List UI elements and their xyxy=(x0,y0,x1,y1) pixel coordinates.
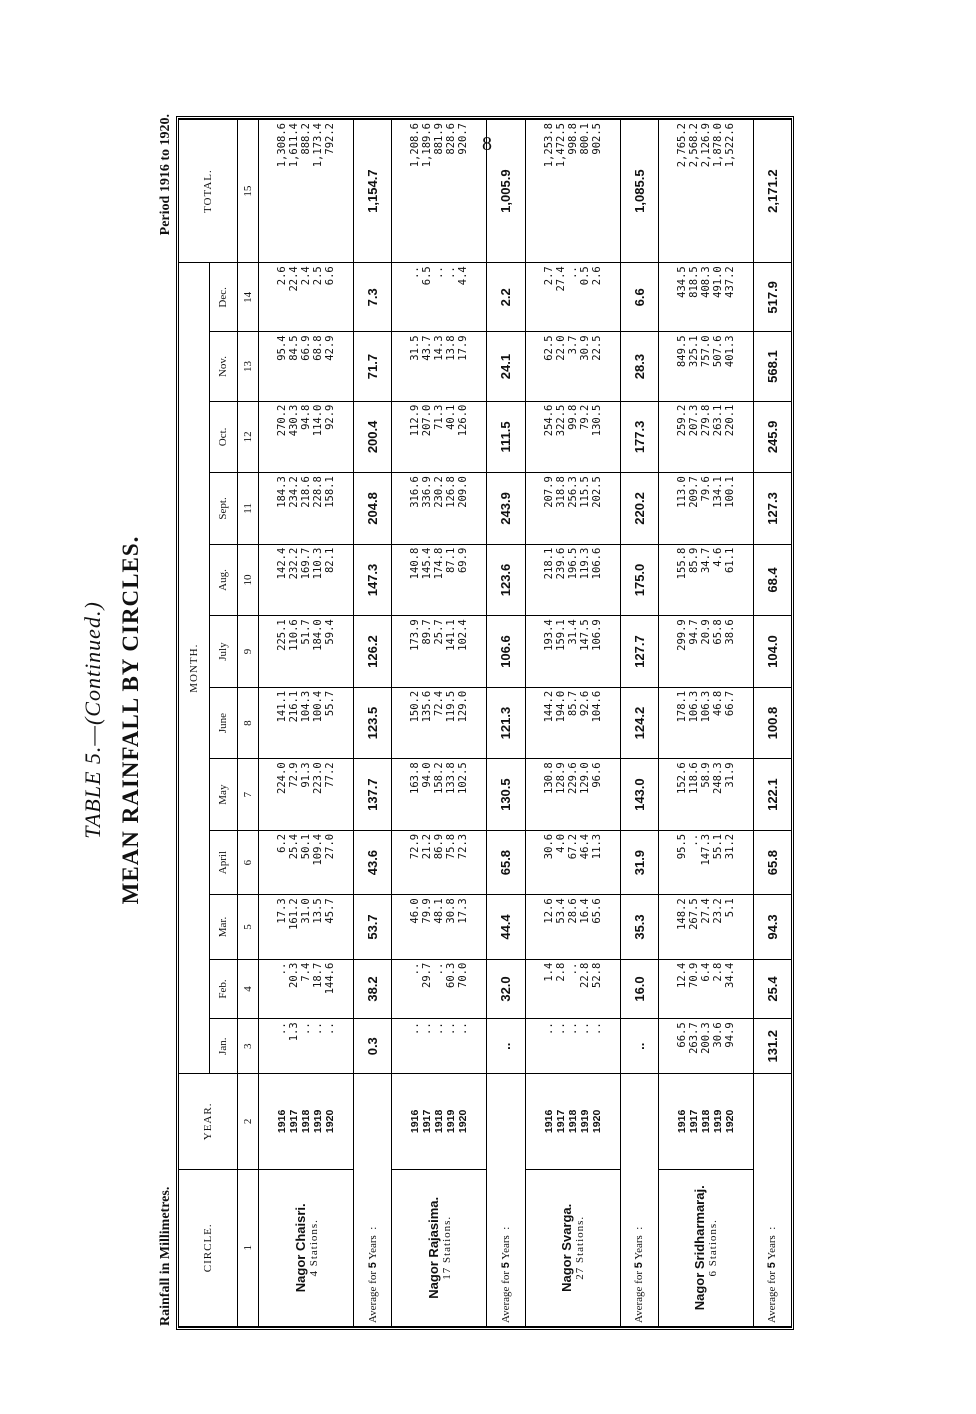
table-title: TABLE 5.—(Continued.) xyxy=(80,601,105,839)
average-value: 127.3 xyxy=(753,473,791,545)
circle-name: Nagor Chaisri. xyxy=(292,1203,308,1293)
month-values: 17.3 161.2 31.0 13.5 45.7 xyxy=(259,895,354,959)
average-total: 2,171.2 xyxy=(753,120,791,263)
month-values: 112.9 207.0 71.3 40.1 126.0 xyxy=(392,401,487,473)
header-apr: April xyxy=(209,830,237,894)
circle-name: Nagor Rajasima. xyxy=(425,1196,441,1299)
month-values: 254.6 322.5 99.8 79.2 130.5 xyxy=(525,401,620,473)
average-value: 106.6 xyxy=(487,616,525,688)
month-values: .. 29.7 .. 60.3 70.0 xyxy=(392,959,487,1019)
average-value: 44.4 xyxy=(487,895,525,959)
average-row xyxy=(753,120,791,1327)
average-value: 0.3 xyxy=(354,1019,392,1074)
month-values: 113.0 209.7 79.6 134.1 100.1 xyxy=(658,473,753,545)
average-value: 16.0 xyxy=(620,959,658,1019)
month-values: 193.4 159.1 31.4 147.5 106.9 xyxy=(525,616,620,688)
year-list: 1916 1917 1918 1919 1920 xyxy=(525,1074,620,1169)
average-value: 121.3 xyxy=(487,687,525,759)
circle-data-row xyxy=(525,120,620,1327)
average-value: 71.7 xyxy=(354,332,392,401)
col-number: 11 xyxy=(237,473,259,545)
month-values: 12.4 70.9 6.4 2.8 34.4 xyxy=(658,959,753,1019)
average-value: 220.2 xyxy=(620,473,658,545)
station-count: 27 Stations. xyxy=(574,1215,587,1280)
month-values: 30.6 4.0 67.2 46.4 11.3 xyxy=(525,830,620,894)
month-values: 270.2 430.3 94.8 114.0 92.9 xyxy=(259,401,354,473)
average-value: 137.7 xyxy=(354,759,392,831)
average-value: 31.9 xyxy=(620,830,658,894)
average-value: 124.2 xyxy=(620,687,658,759)
average-value: 104.0 xyxy=(753,616,791,688)
header-month: MONTH. xyxy=(179,263,209,1074)
average-value: 243.9 xyxy=(487,473,525,545)
month-values: 142.4 232.2 169.7 110.3 82.1 xyxy=(259,544,354,616)
average-value: 568.1 xyxy=(753,332,791,401)
circle-cell xyxy=(392,1169,487,1326)
month-values: 95.5 .. 147.3 55.1 31.2 xyxy=(658,830,753,894)
month-values: .. 20.3 7.4 18.7 144.6 xyxy=(259,959,354,1019)
circle-data-row xyxy=(259,120,354,1327)
average-value: 126.2 xyxy=(354,616,392,688)
header-jan: Jan. xyxy=(209,1019,237,1074)
average-value: 2.2 xyxy=(487,263,525,332)
average-value: 7.3 xyxy=(354,263,392,332)
col-number: 12 xyxy=(237,401,259,473)
header-jul: July xyxy=(209,616,237,688)
total-values: 1,208.6 1,189.6 881.9 828.6 920.7 xyxy=(392,120,487,263)
col-number: 13 xyxy=(237,332,259,401)
month-values: 155.8 85.9 34.7 4.6 61.1 xyxy=(658,544,753,616)
month-values: 434.5 818.5 408.3 491.0 437.2 xyxy=(658,263,753,332)
header-total: TOTAL. xyxy=(179,120,237,263)
circle-cell xyxy=(525,1169,620,1326)
header-nov: Nov. xyxy=(209,332,237,401)
year-list: 1916 1917 1918 1919 1920 xyxy=(392,1074,487,1169)
header-sep: Sept. xyxy=(209,473,237,545)
month-values: 178.1 106.3 106.3 46.8 66.7 xyxy=(658,687,753,759)
average-value: 131.2 xyxy=(753,1019,791,1074)
average-row xyxy=(487,120,525,1327)
table-subtitle: MEAN RAINFALL BY CIRCLES. xyxy=(118,535,143,905)
average-value: 147.3 xyxy=(354,544,392,616)
month-values: 316.6 336.9 230.2 126.8 209.0 xyxy=(392,473,487,545)
month-values: 141.1 216.1 104.3 100.4 55.7 xyxy=(259,687,354,759)
month-values: 72.9 21.2 86.9 75.8 72.3 xyxy=(392,830,487,894)
month-values: 1.4 2.8 .. 22.8 52.8 xyxy=(525,959,620,1019)
average-value: 65.8 xyxy=(753,830,791,894)
header-aug: Aug. xyxy=(209,544,237,616)
average-value: 38.2 xyxy=(354,959,392,1019)
month-values: 148.2 267.5 27.4 23.2 5.1 xyxy=(658,895,753,959)
month-values: 173.9 89.7 25.7 141.1 102.4 xyxy=(392,616,487,688)
average-value: 123.5 xyxy=(354,687,392,759)
average-value: .. xyxy=(620,1019,658,1074)
month-values: 31.5 43.7 14.3 13.8 17.9 xyxy=(392,332,487,401)
col-number: 4 xyxy=(237,959,259,1019)
col-number: 6 xyxy=(237,830,259,894)
rotated-table-page xyxy=(80,110,860,1330)
average-value: 517.9 xyxy=(753,263,791,332)
month-values: 218.1 239.6 196.5 119.3 106.6 xyxy=(525,544,620,616)
station-count: 6 Stations. xyxy=(707,1219,720,1277)
col-number: 1 xyxy=(237,1169,259,1326)
col-number: 2 xyxy=(237,1074,259,1169)
rainfall-table-frame xyxy=(176,116,794,1330)
col-number: 5 xyxy=(237,895,259,959)
header-mar: Mar. xyxy=(209,895,237,959)
average-label: Average for 5 Years : xyxy=(753,1074,791,1327)
col-number: 3 xyxy=(237,1019,259,1074)
month-values: .. .. .. .. .. xyxy=(525,1019,620,1074)
month-values: 225.1 110.6 51.7 184.0 59.4 xyxy=(259,616,354,688)
column-number-row xyxy=(237,120,259,1327)
col-number: 15 xyxy=(237,120,259,263)
col-number: 7 xyxy=(237,759,259,831)
month-values: 95.4 84.5 66.9 68.8 42.9 xyxy=(259,332,354,401)
average-value: 177.3 xyxy=(620,401,658,473)
average-value: 65.8 xyxy=(487,830,525,894)
month-values: 130.8 128.9 229.6 129.0 96.6 xyxy=(525,759,620,831)
total-values: 1,308.6 1,611.4 888.2 1,173.4 792.2 xyxy=(259,120,354,263)
average-value: 122.1 xyxy=(753,759,791,831)
header-year: YEAR. xyxy=(179,1074,237,1169)
month-values: .. 6.5 .. .. 4.4 xyxy=(392,263,487,332)
header-circle: CIRCLE. xyxy=(179,1169,237,1326)
average-value: 200.4 xyxy=(354,401,392,473)
average-row xyxy=(354,120,392,1327)
header-oct: Oct. xyxy=(209,401,237,473)
average-value: 25.4 xyxy=(753,959,791,1019)
average-label: Average for 5 Years : xyxy=(354,1074,392,1327)
station-count: 17 Stations. xyxy=(440,1215,453,1280)
average-value: 143.0 xyxy=(620,759,658,831)
average-value: 204.8 xyxy=(354,473,392,545)
header-may: May xyxy=(209,759,237,831)
average-value: 123.6 xyxy=(487,544,525,616)
average-value: 6.6 xyxy=(620,263,658,332)
rainfall-table xyxy=(179,119,791,1327)
circle-name: Nagor Svarga. xyxy=(559,1203,575,1292)
average-value: .. xyxy=(487,1019,525,1074)
average-value: 111.5 xyxy=(487,401,525,473)
average-value: 130.5 xyxy=(487,759,525,831)
year-list: 1916 1917 1918 1919 1920 xyxy=(259,1074,354,1169)
month-values: 144.2 194.0 85.7 92.6 104.6 xyxy=(525,687,620,759)
average-label: Average for 5 Years : xyxy=(620,1074,658,1327)
average-label: Average for 5 Years : xyxy=(487,1074,525,1327)
month-values: 66.5 263.7 200.3 30.6 94.9 xyxy=(658,1019,753,1074)
month-values: 62.5 22.0 3.7 30.9 22.5 xyxy=(525,332,620,401)
month-values: .. .. .. .. .. xyxy=(392,1019,487,1074)
average-value: 68.4 xyxy=(753,544,791,616)
month-values: 299.9 94.7 20.9 65.8 38.6 xyxy=(658,616,753,688)
page-number: 8 xyxy=(482,133,492,155)
header-dec: Dec. xyxy=(209,263,237,332)
month-values: 2.6 22.4 2.4 2.5 6.6 xyxy=(259,263,354,332)
header-feb: Feb. xyxy=(209,959,237,1019)
month-values: 259.2 207.3 279.8 263.1 220.1 xyxy=(658,401,753,473)
average-value: 24.1 xyxy=(487,332,525,401)
average-value: 32.0 xyxy=(487,959,525,1019)
average-row xyxy=(620,120,658,1327)
month-values: 184.3 234.2 218.6 228.8 158.1 xyxy=(259,473,354,545)
col-number: 14 xyxy=(237,263,259,332)
average-value: 28.3 xyxy=(620,332,658,401)
average-value: 35.3 xyxy=(620,895,658,959)
circle-data-row xyxy=(658,120,753,1327)
average-value: 94.3 xyxy=(753,895,791,959)
circle-data-row xyxy=(392,120,487,1327)
month-values: 12.6 53.4 28.6 16.4 65.6 xyxy=(525,895,620,959)
total-values: 2,765.2 2,568.2 2,126.9 1,878.0 1,522.6 xyxy=(658,120,753,263)
station-count: 4 Stations. xyxy=(307,1219,320,1277)
average-total: 1,005.9 xyxy=(487,120,525,263)
total-values: 1,253.8 1,472.5 998.8 800.1 902.5 xyxy=(525,120,620,263)
month-values: 140.8 145.4 174.8 87.1 69.9 xyxy=(392,544,487,616)
month-values: 207.9 318.8 256.3 115.5 202.5 xyxy=(525,473,620,545)
month-values: .. 1.3 .. .. .. xyxy=(259,1019,354,1074)
month-values: 152.6 118.6 58.9 248.3 31.9 xyxy=(658,759,753,831)
circle-cell xyxy=(259,1169,354,1326)
month-values: 163.8 94.0 158.2 133.8 102.5 xyxy=(392,759,487,831)
circle-name: Nagor Sridharmaraj. xyxy=(692,1185,708,1311)
month-values: 150.2 135.6 72.4 119.5 129.0 xyxy=(392,687,487,759)
year-list: 1916 1917 1918 1919 1920 xyxy=(658,1074,753,1169)
average-total: 1,154.7 xyxy=(354,120,392,263)
month-values: 2.7 27.4 .. 0.5 2.6 xyxy=(525,263,620,332)
period-note: Period 1916 to 1920. xyxy=(158,114,173,236)
average-value: 53.7 xyxy=(354,895,392,959)
average-value: 175.0 xyxy=(620,544,658,616)
average-value: 127.7 xyxy=(620,616,658,688)
average-value: 100.8 xyxy=(753,687,791,759)
month-values: 46.0 79.9 48.1 30.8 17.3 xyxy=(392,895,487,959)
month-values: 849.5 325.1 757.0 507.6 401.3 xyxy=(658,332,753,401)
month-values: 6.2 25.4 50.1 109.4 27.0 xyxy=(259,830,354,894)
average-value: 245.9 xyxy=(753,401,791,473)
header-jun: June xyxy=(209,687,237,759)
col-number: 10 xyxy=(237,544,259,616)
average-total: 1,085.5 xyxy=(620,120,658,263)
month-values: 224.0 72.9 91.3 223.0 77.2 xyxy=(259,759,354,831)
col-number: 9 xyxy=(237,616,259,688)
circle-cell xyxy=(658,1169,753,1326)
col-number: 8 xyxy=(237,687,259,759)
average-value: 43.6 xyxy=(354,830,392,894)
units-note: Rainfall in Millimetres. xyxy=(158,1186,173,1326)
